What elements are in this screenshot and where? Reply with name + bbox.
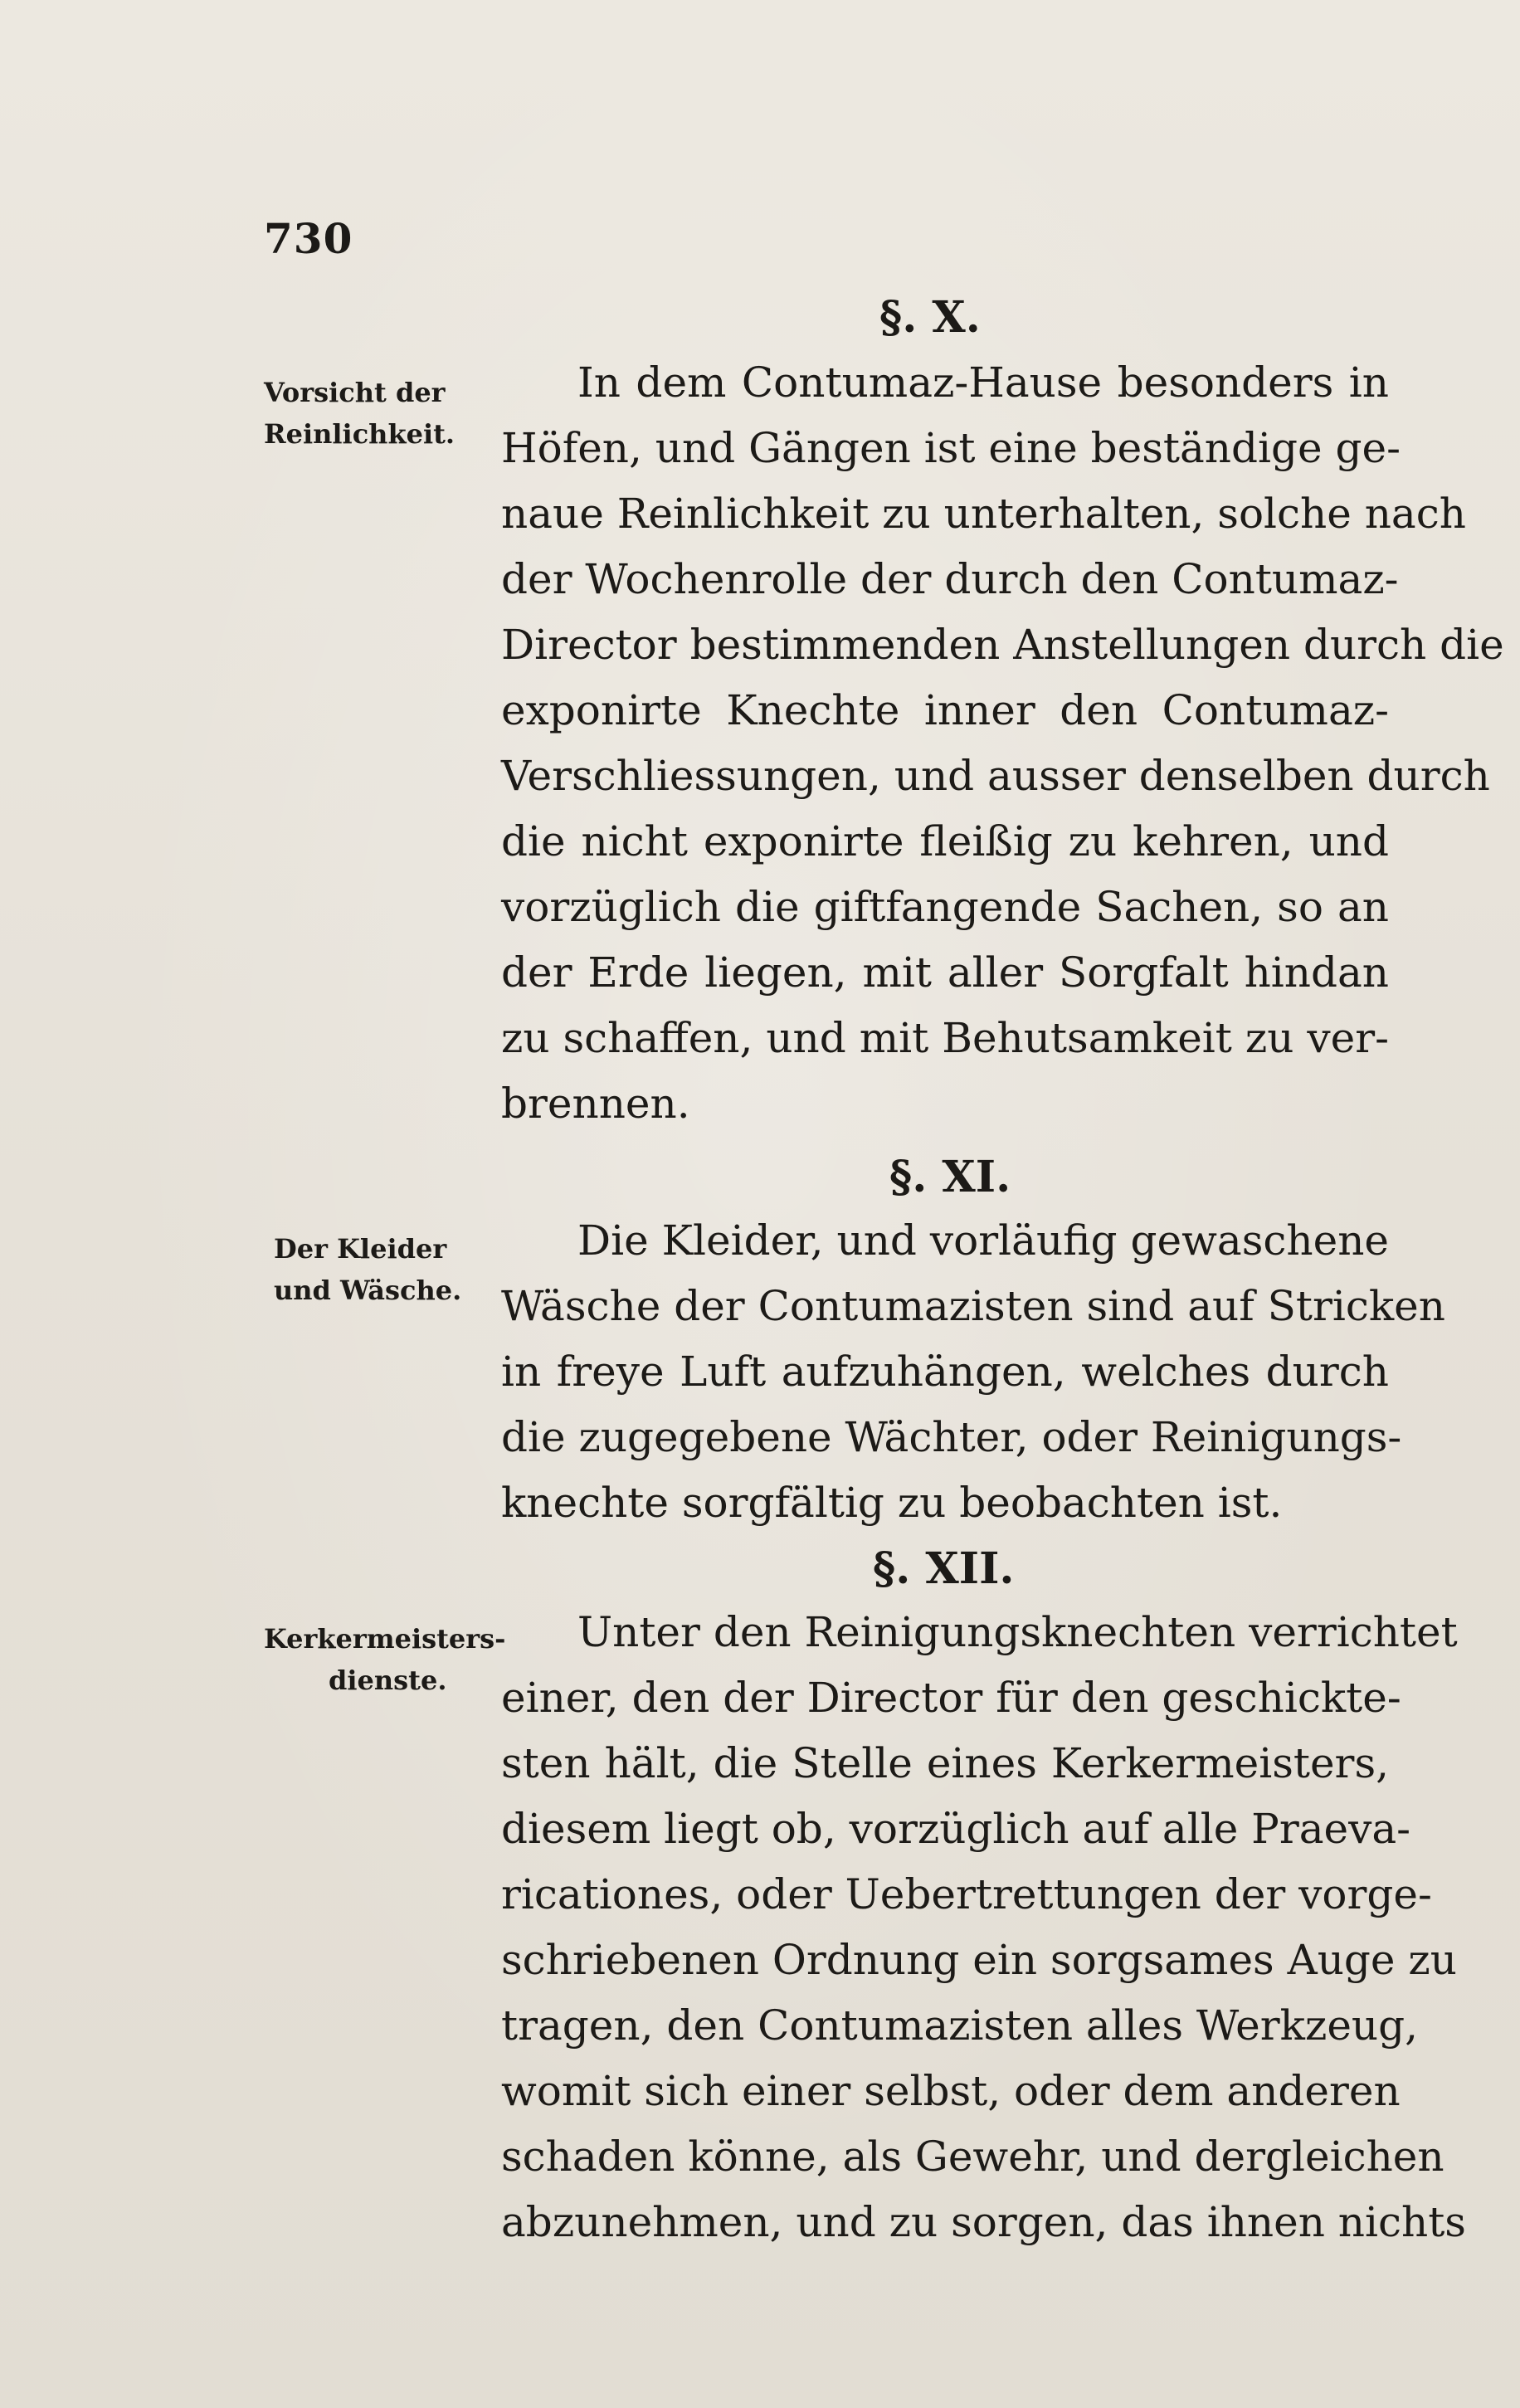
page-number: 730 bbox=[264, 214, 353, 263]
text-line: exponirte Knechte inner den Contumaz- bbox=[501, 686, 1389, 734]
text-line: schaden könne, als Gewehr, und dergleichen bbox=[501, 2133, 1444, 2181]
text-line: Wäsche der Contumazisten sind auf Stricken bbox=[501, 1282, 1445, 1330]
paragraph-xi bbox=[501, 1208, 1445, 1536]
margin-note-xii bbox=[264, 1618, 513, 1701]
text-line: Höfen, und Gängen ist eine beständige ge- bbox=[501, 424, 1401, 472]
text-line: womit sich einer selbst, oder dem anderen bbox=[501, 2067, 1401, 2115]
margin-note-line: dienste. bbox=[329, 1665, 447, 1696]
text-line: naue Reinlichkeit zu unterhalten, solche nach bbox=[501, 490, 1466, 538]
text-line: diesem liegt ob, vorzüglich auf alle Praeva- bbox=[501, 1805, 1411, 1853]
text-line: vorzüglich die giftfangende Sachen, so an bbox=[501, 883, 1389, 931]
text-line: schriebenen Ordnung ein sorgsames Auge zu bbox=[501, 1936, 1457, 1984]
text-line: sten hält, die Stelle eines Kerkermeisters, bbox=[501, 1739, 1389, 1787]
text-line: der Erde liegen, mit aller Sorgfalt hindan bbox=[501, 948, 1389, 997]
text-line: die zugegebene Wächter, oder Reinigungs- bbox=[501, 1413, 1402, 1461]
margin-note-line: Vorsicht der bbox=[264, 377, 446, 408]
text-line: in freye Luft aufzuhängen, welches durch bbox=[501, 1348, 1389, 1396]
margin-note-line: Der Kleider bbox=[274, 1233, 447, 1265]
text-line: Verschliessungen, und ausser denselben durch bbox=[501, 752, 1490, 800]
section-heading-x: §. X. bbox=[879, 292, 981, 343]
text-line: die nicht exponirte fleißig zu kehren, und bbox=[501, 817, 1389, 865]
text-line: Die Kleider, und vorläufig gewaschene bbox=[577, 1216, 1389, 1265]
section-heading-xii: §. XII. bbox=[873, 1543, 1015, 1594]
margin-note-line: Reinlichkeit. bbox=[264, 418, 456, 450]
margin-note-line: und Wäsche. bbox=[274, 1275, 462, 1306]
margin-note-line: Kerkermeisters- bbox=[264, 1623, 506, 1655]
text-line: der Wochenrolle der durch den Contumaz- bbox=[501, 555, 1399, 603]
text-line: brennen. bbox=[501, 1080, 690, 1128]
text-line: abzunehmen, und zu sorgen, das ihnen nichts bbox=[501, 2198, 1466, 2246]
text-line: zu schaffen, und mit Behutsamkeit zu ver- bbox=[501, 1014, 1389, 1062]
text-line: Unter den Reinigungsknechten verrichtet bbox=[577, 1608, 1458, 1656]
text-line: ricationes, oder Uebertrettungen der vorge- bbox=[501, 1870, 1432, 1918]
text-line: tragen, den Contumazisten alles Werkzeug, bbox=[501, 2001, 1419, 2050]
margin-note-xi bbox=[274, 1228, 523, 1311]
paragraph-xii bbox=[501, 1600, 1466, 2255]
margin-note-x bbox=[264, 372, 513, 455]
text-line: Director bestimmenden Anstellungen durch die bbox=[501, 621, 1504, 669]
text-line: knechte sorgfältig zu beobachten ist. bbox=[501, 1479, 1283, 1527]
paragraph-x bbox=[501, 350, 1504, 1137]
text-line: In dem Contumaz-Hause besonders in bbox=[577, 358, 1389, 407]
text-line: einer, den der Director für den geschickte- bbox=[501, 1674, 1401, 1722]
section-heading-xi: §. XI. bbox=[889, 1152, 1011, 1202]
